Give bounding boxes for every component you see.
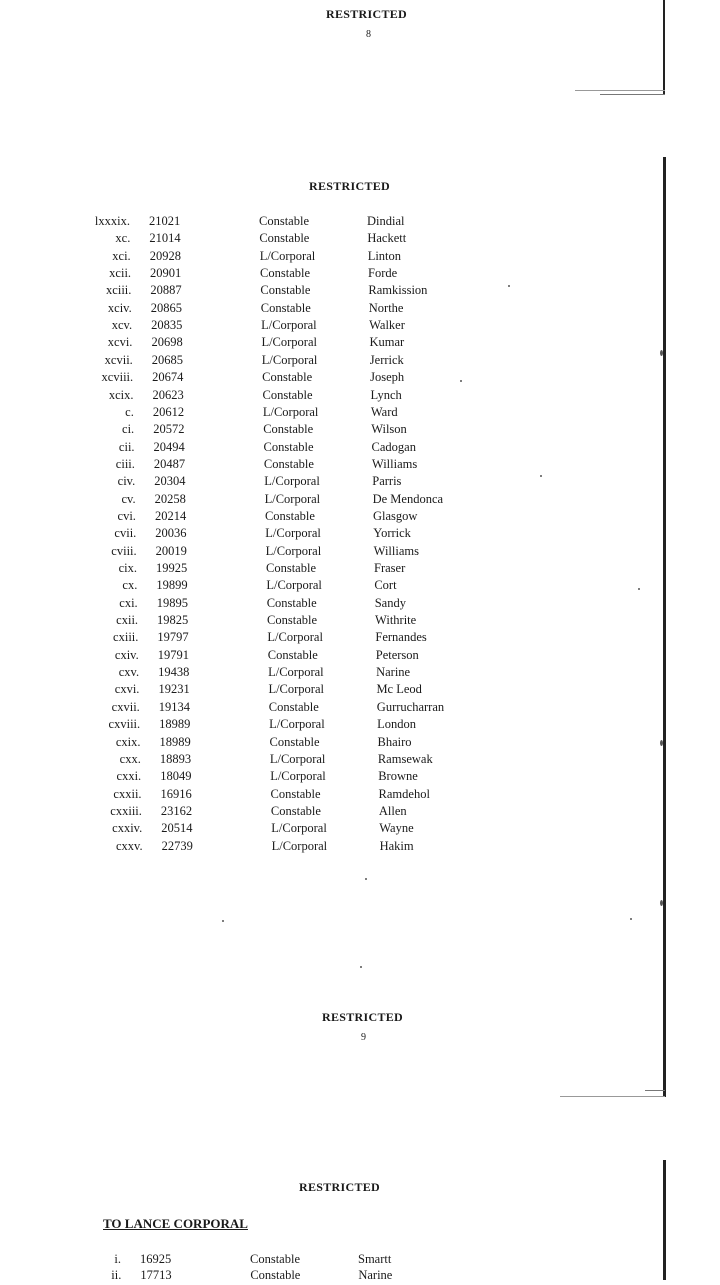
scan-artifact	[560, 1096, 665, 1097]
regimental-number: 20928	[149, 248, 181, 263]
table-row	[0, 318, 720, 335]
roman-numeral: ciii.	[115, 456, 135, 471]
surname: Browne	[378, 769, 418, 784]
rank: L/Corporal	[269, 751, 326, 766]
surname: Cort	[374, 578, 397, 593]
scan-speck	[508, 285, 510, 287]
surname: London	[377, 717, 417, 732]
table-row	[0, 578, 720, 595]
surname: Ramkission	[368, 283, 428, 298]
rank: Constable	[260, 283, 311, 298]
scan-speck	[460, 380, 462, 382]
table-row	[0, 457, 720, 474]
roman-numeral: cxiii.	[113, 630, 139, 645]
surname: Yorrick	[373, 526, 411, 541]
surname: Fernandes	[375, 630, 427, 645]
roman-numeral: ci.	[122, 422, 135, 437]
rank: L/Corporal	[268, 682, 324, 697]
regimental-number: 17713	[140, 1268, 172, 1282]
scan-speck	[365, 878, 367, 880]
surname: Jerrick	[369, 352, 404, 367]
roman-numeral: xciii.	[106, 283, 132, 298]
roman-numeral: cxx.	[119, 751, 141, 766]
table-row	[0, 492, 720, 509]
roman-numeral: cv.	[121, 491, 136, 506]
regimental-number: 20572	[153, 422, 185, 437]
regimental-number: 20258	[154, 491, 186, 506]
roman-numeral: cxv.	[118, 665, 140, 680]
surname: Withrite	[375, 613, 417, 628]
table-row	[0, 301, 720, 318]
surname: Dindial	[367, 214, 405, 228]
roman-numeral: xcii.	[109, 266, 132, 281]
section-title: TO LANCE CORPORAL	[103, 1216, 248, 1231]
table-row	[0, 821, 720, 838]
scan-speck	[660, 350, 663, 356]
roman-numeral: xcvii.	[104, 352, 133, 367]
rank: Constable	[262, 370, 313, 385]
surname: Forde	[368, 266, 398, 281]
table-row	[0, 648, 720, 665]
surname: Kumar	[369, 335, 405, 350]
surname: Narine	[376, 665, 411, 680]
surname: Allen	[378, 803, 407, 818]
roman-numeral: cii.	[118, 439, 135, 454]
roman-numeral: cxiv.	[114, 647, 139, 662]
regimental-number: 20698	[151, 335, 183, 350]
regimental-number: 19825	[157, 613, 189, 628]
rank: L/Corporal	[261, 352, 318, 367]
regimental-number: 19438	[158, 665, 190, 680]
regimental-number: 18989	[159, 734, 191, 749]
surname: Peterson	[375, 647, 419, 662]
rank: L/Corporal	[265, 526, 321, 541]
regimental-number: 19134	[158, 699, 191, 714]
roman-numeral: xcix.	[108, 387, 134, 402]
rank: Constable	[259, 231, 310, 246]
table-row	[0, 561, 720, 578]
table-row	[0, 544, 720, 561]
table-row	[0, 717, 720, 734]
table-row	[0, 630, 720, 647]
table-row	[0, 682, 720, 699]
rank: L/Corporal	[266, 578, 322, 593]
roman-numeral: cxi.	[119, 595, 138, 610]
roman-numeral: i.	[114, 1252, 121, 1266]
regimental-number: 20674	[152, 370, 184, 385]
surname: Hackett	[367, 231, 407, 246]
table-row	[0, 613, 720, 630]
roman-numeral: cxvii.	[111, 699, 140, 714]
roman-numeral: c.	[125, 404, 134, 419]
table-row	[0, 388, 720, 405]
regimental-number: 20887	[150, 283, 182, 298]
rank: Constable	[269, 734, 320, 749]
regimental-number: 19797	[157, 630, 189, 645]
table-row	[0, 405, 720, 422]
scan-artifact	[575, 90, 665, 91]
regimental-number: 20487	[153, 456, 186, 471]
scan-speck	[660, 900, 663, 906]
regimental-number: 20036	[155, 526, 187, 541]
roman-numeral: cxii.	[116, 613, 139, 628]
surname: Williams	[371, 456, 418, 471]
rank: Constable	[260, 266, 311, 281]
surname: Sandy	[374, 595, 406, 610]
rank: L/Corporal	[261, 318, 317, 333]
surname: Ward	[370, 404, 398, 419]
surname: Hakim	[379, 838, 414, 853]
roman-numeral: cxxv.	[115, 838, 143, 853]
regimental-number: 19925	[156, 561, 188, 575]
roman-numeral: lxxxix.	[94, 214, 130, 228]
scan-speck	[638, 588, 640, 590]
rank: Constable	[250, 1268, 301, 1282]
rank: L/Corporal	[268, 665, 324, 680]
surname: Joseph	[370, 370, 405, 385]
regimental-number: 22739	[161, 838, 193, 853]
rank: Constable	[266, 561, 316, 575]
regimental-number: 20514	[161, 821, 193, 836]
rank: L/Corporal	[269, 717, 325, 732]
scan-speck	[630, 918, 632, 920]
table-row	[0, 214, 720, 231]
table-row	[0, 266, 720, 283]
rank: L/Corporal	[264, 474, 320, 489]
surname: Fraser	[374, 561, 406, 575]
table-row	[0, 804, 720, 821]
roman-numeral: cvii.	[114, 526, 137, 541]
regimental-number: 23162	[160, 803, 193, 818]
rank: Constable	[262, 387, 313, 402]
scan-speck	[540, 475, 542, 477]
rank: Constable	[267, 613, 318, 628]
surname: Ramdehol	[378, 786, 430, 801]
roman-numeral: cvi.	[117, 508, 136, 523]
roman-numeral: xcviii.	[101, 370, 134, 385]
regimental-number: 20304	[154, 474, 186, 489]
table-row	[0, 596, 720, 613]
roman-numeral: ii.	[111, 1268, 122, 1282]
rank: Constable	[264, 508, 315, 523]
regimental-number: 20835	[151, 318, 183, 333]
rank: Constable	[259, 214, 309, 228]
scan-speck	[222, 920, 224, 922]
rank: Constable	[250, 1252, 300, 1266]
regimental-number: 20019	[155, 543, 187, 558]
roman-numeral: xciv.	[107, 300, 132, 315]
regimental-number: 18989	[159, 717, 191, 732]
regimental-number: 20865	[150, 300, 182, 315]
roman-numeral: cx.	[122, 578, 138, 593]
surname: Cadogan	[371, 439, 416, 454]
regimental-number: 19231	[158, 682, 190, 697]
surname: Glasgow	[372, 508, 418, 523]
scan-artifact	[600, 94, 665, 95]
surname: Bhairo	[377, 734, 412, 749]
roman-numeral: cxix.	[115, 734, 141, 749]
table-row	[0, 335, 720, 352]
surname: Wayne	[379, 821, 414, 836]
regimental-number: 20685	[151, 352, 184, 367]
surname: Narine	[358, 1268, 393, 1282]
regimental-number: 19791	[157, 647, 189, 662]
surname: Gurrucharran	[376, 699, 445, 714]
table-row	[0, 474, 720, 491]
surname: Mc Leod	[376, 682, 422, 697]
table-row	[0, 735, 720, 752]
rank: Constable	[263, 439, 314, 454]
table-row	[0, 839, 720, 856]
surname: Lynch	[370, 387, 402, 402]
roman-numeral: cxxiii.	[110, 803, 142, 818]
regimental-number: 21014	[149, 231, 181, 246]
regimental-number: 20612	[152, 404, 185, 419]
roman-numeral: cix.	[118, 561, 137, 575]
rank: Constable	[260, 300, 311, 315]
rank: Constable	[267, 647, 318, 662]
regimental-number: 18049	[160, 769, 192, 784]
roman-numeral: xci.	[112, 248, 131, 263]
surname: De Mendonca	[372, 491, 444, 506]
page-header: RESTRICTED	[322, 1010, 404, 1024]
table-row	[0, 422, 720, 439]
table-row	[0, 353, 720, 370]
table-row	[0, 1252, 720, 1269]
scan-artifact	[645, 1090, 665, 1091]
rank: Constable	[270, 803, 321, 818]
table-row	[0, 787, 720, 804]
table-row	[0, 509, 720, 526]
roman-numeral: cxvi.	[114, 682, 140, 697]
table-row	[0, 370, 720, 387]
rank: Constable	[268, 699, 319, 714]
table-row	[0, 700, 720, 717]
roman-numeral: cxviii.	[108, 717, 141, 732]
surname: Walker	[369, 318, 405, 333]
rank: L/Corporal	[270, 769, 326, 784]
regimental-number: 20901	[150, 266, 182, 281]
surname: Williams	[373, 543, 419, 558]
rank: L/Corporal	[271, 838, 328, 853]
page-header: RESTRICTED	[326, 7, 408, 21]
table-row	[0, 231, 720, 248]
table-row	[0, 665, 720, 682]
rank: Constable	[270, 786, 321, 801]
regimental-number: 18893	[159, 751, 192, 766]
regimental-number: 16925	[140, 1252, 172, 1266]
rank: L/Corporal	[265, 543, 322, 558]
table-row	[0, 283, 720, 300]
rank: Constable	[266, 595, 317, 610]
roman-numeral: xcv.	[111, 318, 133, 333]
regimental-number: 16916	[160, 786, 192, 801]
table-row	[0, 752, 720, 769]
page-number: 9	[361, 1032, 366, 1043]
rank: L/Corporal	[267, 630, 323, 645]
table-row	[0, 769, 720, 786]
roman-numeral: cxxiv.	[112, 821, 143, 836]
regimental-number: 19899	[156, 578, 188, 593]
page-number: 8	[366, 29, 371, 40]
rank: Constable	[263, 456, 314, 471]
surname: Linton	[367, 248, 402, 263]
table-row	[0, 526, 720, 543]
roman-numeral: cxxi.	[116, 769, 142, 784]
regimental-number: 19895	[156, 595, 188, 610]
surname: Wilson	[371, 422, 407, 437]
rank: L/Corporal	[271, 821, 327, 836]
rank: L/Corporal	[262, 404, 319, 419]
roman-numeral: xc.	[115, 231, 131, 246]
table-row	[0, 249, 720, 266]
scan-speck	[360, 966, 362, 968]
rank: L/Corporal	[259, 248, 316, 263]
roman-numeral: cxxii.	[113, 786, 142, 801]
page-header: RESTRICTED	[309, 179, 391, 193]
rank: L/Corporal	[261, 335, 317, 350]
surname: Ramsewak	[377, 751, 433, 766]
regimental-number: 20494	[153, 439, 185, 454]
table-row	[0, 1268, 720, 1285]
page-border-line	[663, 0, 665, 95]
page-header: RESTRICTED	[299, 1180, 381, 1194]
rank: Constable	[263, 422, 314, 437]
roman-numeral: civ.	[117, 474, 136, 489]
surname: Parris	[372, 474, 402, 489]
surname: Northe	[368, 300, 404, 315]
scan-speck	[660, 740, 663, 746]
regimental-number: 20623	[152, 387, 184, 402]
surname: Smartt	[358, 1252, 392, 1266]
table-row	[0, 440, 720, 457]
roman-numeral: cviii.	[111, 543, 137, 558]
regimental-number: 20214	[154, 508, 187, 523]
roman-numeral: xcvi.	[107, 335, 133, 350]
rank: L/Corporal	[264, 491, 321, 506]
regimental-number: 21021	[149, 214, 181, 228]
